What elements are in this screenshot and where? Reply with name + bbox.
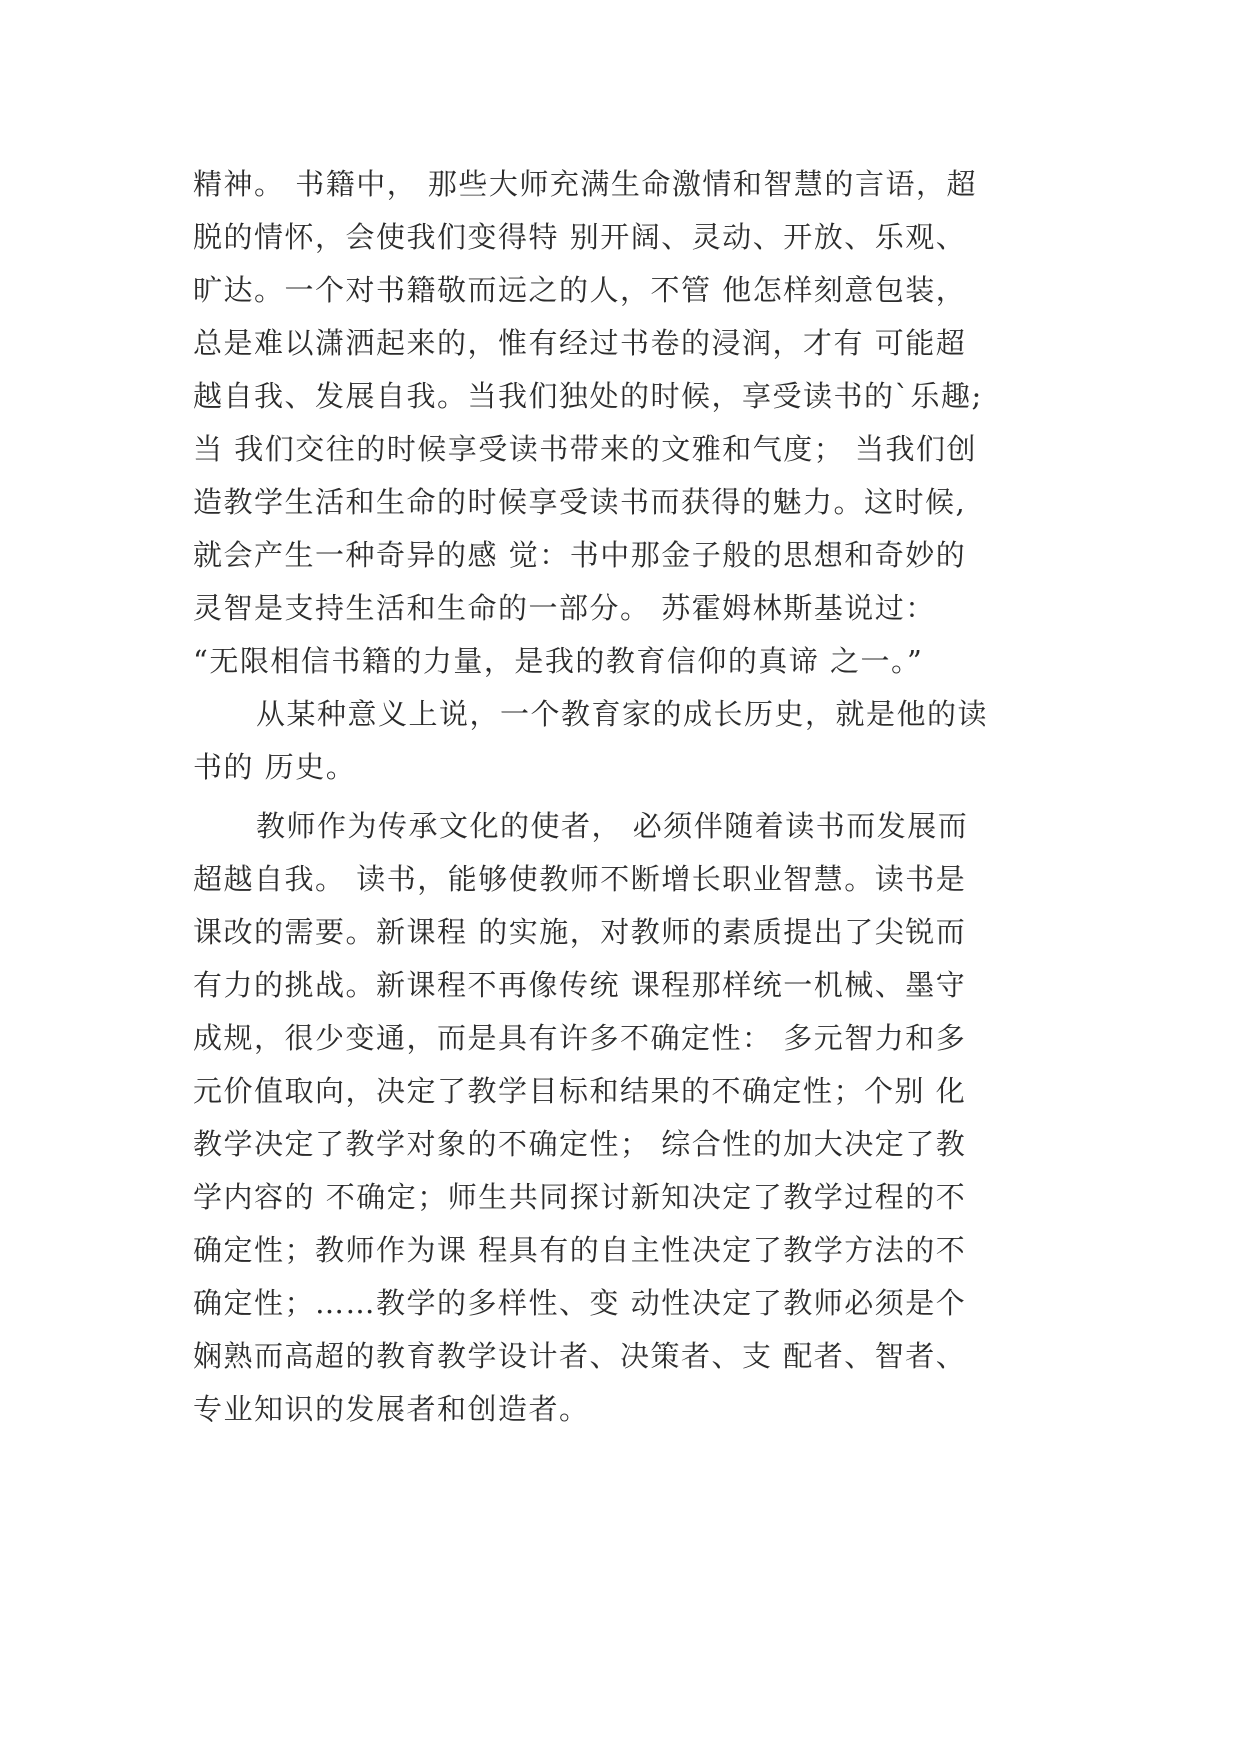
text-line: 教学决定了教学对象的不确定性； 综合性的加大决定了教 [193,1127,967,1161]
text-line: 学内容的 不确定；师生共同探讨新知决定了教学过程的不 [193,1180,967,1214]
text-line: 当 我们交往的时候享受读书带来的文雅和气度； 当我们创 [193,432,977,466]
text-line: 成规，很少变通，而是具有许多不确定性： 多元智力和多 [193,1021,967,1055]
text-line: 确定性；教师作为课 程具有的自主性决定了教学方法的不 [193,1233,967,1267]
text-line: 专业知识的发展者和创造者。 [193,1392,590,1426]
paragraph-first-line: 从某种意义上说，一个教育家的成长历史，就是他的读 [256,697,989,731]
text-line: 造教学生活和生命的时候享受读书而获得的魅力。这时候, [193,485,967,519]
text-line: 娴熟而高超的教育教学设计者、决策者、支 配者、智者、 [193,1339,967,1373]
text-line: “无限相信书籍的力量，是我的教育信仰的真谛 之一。” [193,644,924,678]
body-text [193,158,1073,1436]
text-line: 超越自我。 读书，能够使教师不断增长职业智慧。读书是 [193,862,967,896]
text-line: 灵智是支持生活和生命的一部分。 苏霍姆林斯基说过： [193,591,936,625]
text-line: 有力的挑战。新课程不再像传统 课程那样统一机械、墨守 [193,968,967,1002]
text-line: 脱的情怀，会使我们变得特 别开阔、灵动、开放、乐观、 [193,220,967,254]
text-line: 精神。 书籍中， 那些大师充满生命激情和智慧的言语，超 [193,167,977,201]
text-line: 就会产生一种奇异的感 觉：书中那金子般的思想和奇妙的 [193,538,967,572]
text-line: 元价值取向，决定了教学目标和结果的不确定性；个别 化 [193,1074,967,1108]
paragraph-first-line: 教师作为传承文化的使者， 必须伴随着读书而发展而 [256,809,969,843]
text-line: 书的 历史。 [193,750,357,784]
text-line: 越自我、发展自我。当我们独处的时候，享受读书的`乐趣; [193,379,983,413]
text-line: 旷达。一个对书籍敬而远之的人，不管 他怎样刻意包装， [193,273,967,307]
text-line: 总是难以潇洒起来的，惟有经过书卷的浸润，才有 可能超 [193,326,967,360]
text-line: 课改的需要。新课程 的实施，对教师的素质提出了尖锐而 [193,915,967,949]
text-line: 确定性；……教学的多样性、变 动性决定了教师必须是个 [193,1286,967,1320]
